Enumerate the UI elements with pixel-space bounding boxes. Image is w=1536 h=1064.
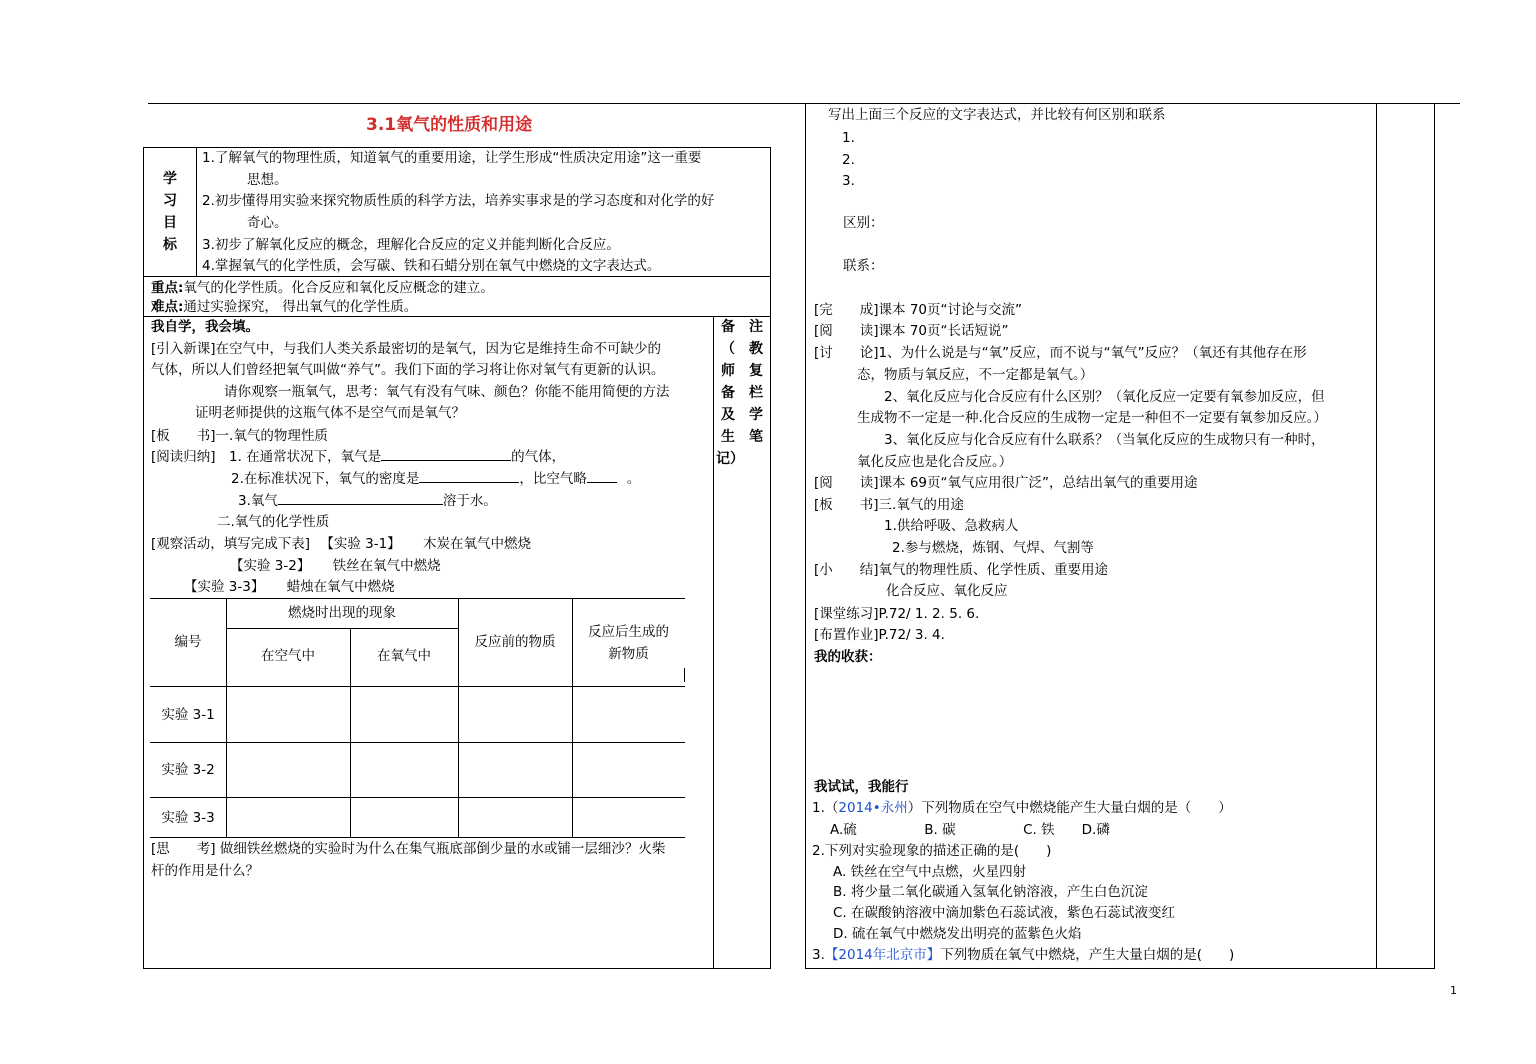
notes-char: 栏 bbox=[749, 385, 763, 401]
objective-line: 3.初步了解氧化反应的概念，理解化合反应的定义并能判断化合反应。 bbox=[202, 237, 620, 253]
objectives-label-char: 学 bbox=[163, 171, 177, 187]
activity-line: 化合反应、氧化反应 bbox=[886, 583, 1008, 599]
activity-line: 2、氧化反应与化合反应有什么区别？（氧化反应一定要有氧参加反应，但 bbox=[884, 389, 1325, 405]
activity-line: 3、氧化反应与化合反应有什么联系？（当氧化反应的生成物只有一种时， bbox=[884, 432, 1325, 448]
objective-line: 思想。 bbox=[247, 172, 288, 188]
table-line bbox=[150, 686, 685, 687]
right-notes-divider bbox=[1376, 103, 1377, 968]
notes-char: 复 bbox=[749, 363, 763, 379]
connection-label: 联系： bbox=[843, 258, 884, 274]
use-item: 2.参与燃烧，炼钢、气焊、气割等 bbox=[892, 540, 1094, 556]
harvest-heading: 我的收获： bbox=[814, 649, 882, 665]
reading-item-2 bbox=[231, 470, 640, 488]
notes-char: 教 bbox=[749, 341, 763, 357]
reading-text: 。 bbox=[626, 471, 641, 487]
think-line: 杆的作用是什么？ bbox=[151, 863, 259, 879]
experiment-text: 木炭在氧气中燃烧 bbox=[422, 536, 531, 552]
objectives-divider bbox=[196, 147, 197, 276]
activity-line: [讨 论]1、为什么说是与“氧”反应，而不说与“氧气”反应？（氧还有其他存在形 bbox=[814, 345, 1307, 361]
reading-item-1 bbox=[229, 448, 565, 466]
reading-text: 2.在标准状况下，氧气的密度是 bbox=[231, 471, 420, 487]
question-source: 2014•永州 bbox=[838, 800, 908, 816]
think-line: [思 考] 做细铁丝燃烧的实验时为什么在集气瓶底部倒少量的水或铺一层细沙？火柴 bbox=[151, 841, 666, 857]
left-box-left bbox=[143, 147, 144, 968]
key-text: 氧气的化学性质。化合反应和氧化反应概念的建立。 bbox=[183, 280, 494, 296]
question-text: 3. bbox=[812, 947, 825, 963]
intro-line: 气体，所以人们曾经把氧气叫做“养气”。我们下面的学习将让你对氧气有更新的认识。 bbox=[151, 362, 665, 378]
question-2: 2.下列对实验现象的描述正确的是( ) bbox=[812, 843, 1052, 859]
notes-char: 及 bbox=[721, 407, 735, 423]
question-2-option: B. 将少量二氧化碳通入氢氧化钠溶液，产生白色沉淀 bbox=[833, 884, 1148, 900]
left-box-bottom bbox=[143, 968, 771, 969]
table-line bbox=[226, 628, 459, 629]
reading-text: 的气体， bbox=[511, 449, 566, 465]
table-line bbox=[226, 598, 227, 837]
table-header-number: 编号 bbox=[174, 634, 202, 650]
question-1-options: A.硫 B. 碳 C. 铁 D.磷 bbox=[830, 822, 1110, 838]
difficulty-text: 通过实验探究， 得出氧气的化学性质。 bbox=[183, 299, 418, 315]
intro-line: 请你观察一瓶氧气，思考：氧气有没有气味、颜色？你能不能用简便的方法 bbox=[224, 384, 670, 400]
reading-text: 3.氧气 bbox=[238, 493, 278, 509]
expression-number: 1. bbox=[842, 130, 855, 146]
reading-text: 溶于水。 bbox=[442, 493, 497, 509]
page-title: 3.1氧气的性质和用途 bbox=[366, 115, 533, 135]
table-header-air: 在空气中 bbox=[261, 648, 315, 664]
board-physical: [板 书]一.氧气的物理性质 bbox=[151, 428, 328, 444]
difference-label: 区别： bbox=[843, 215, 884, 231]
table-row-label: 实验 3-3 bbox=[161, 810, 215, 826]
objective-line: 1.了解氧气的物理性质，知道氧气的重要用途，让学生形成“性质决定用途”这一重要 bbox=[202, 150, 702, 166]
expression-number: 2. bbox=[842, 152, 855, 168]
activity-line: 生成物不一定是一种.化合反应的生成物一定是一种但不一定要有氧参加反应。） bbox=[857, 410, 1328, 426]
table-header-before: 反应前的物质 bbox=[474, 634, 556, 650]
page-number: 1 bbox=[1450, 984, 1457, 997]
experiment-label: 【实验 3-3】 bbox=[184, 579, 265, 595]
expression-prompt: 写出上面三个反应的文字表达式，并比较有何区别和联系 bbox=[828, 107, 1166, 123]
left-box-right bbox=[770, 147, 771, 968]
notes-divider bbox=[713, 316, 714, 968]
question-3 bbox=[812, 946, 1234, 964]
fill-blank[interactable] bbox=[587, 470, 617, 483]
question-text: 下列物质在氧气中燃烧，产生大量白烟的是( ) bbox=[940, 947, 1235, 963]
fill-blank[interactable] bbox=[381, 448, 511, 461]
experiment-label: 【实验 3-1】 bbox=[320, 536, 401, 552]
table-line bbox=[150, 598, 685, 599]
practice-heading: 我试试，我能行 bbox=[814, 779, 909, 795]
experiment-text: 铁丝在氧气中燃烧 bbox=[332, 558, 441, 574]
fill-blank[interactable] bbox=[278, 492, 443, 505]
table-header-after: 新物质 bbox=[608, 646, 649, 662]
fill-blank[interactable] bbox=[419, 470, 519, 483]
table-line bbox=[150, 797, 685, 798]
experiment-label: 【实验 3-2】 bbox=[230, 558, 311, 574]
keypoints-bottom bbox=[143, 316, 771, 317]
experiment-line bbox=[184, 578, 395, 596]
activity-line: [阅 读]课本 69页“氧气应用很广泛”，总结出氧气的重要用途 bbox=[814, 475, 1198, 491]
activity-line: [课堂练习]P.72/ 1. 2. 5. 6. bbox=[814, 606, 980, 622]
notes-char: 注 bbox=[749, 319, 763, 335]
difficulty-label: 难点: bbox=[151, 299, 184, 315]
activity-line: [小 结]氧气的物理性质、化学性质、重要用途 bbox=[814, 562, 1109, 578]
notes-char: 备 bbox=[721, 385, 735, 401]
right-box-bottom bbox=[805, 968, 1435, 969]
experiment-line bbox=[230, 557, 441, 575]
top-rule-left bbox=[148, 103, 805, 104]
table-header-oxygen: 在氧气中 bbox=[377, 648, 431, 664]
question-2-option: A. 铁丝在空气中点燃，火星四射 bbox=[833, 864, 1027, 880]
intro-line: 证明老师提供的这瓶气体不是空气而是氧气？ bbox=[195, 405, 465, 421]
objective-line: 4.掌握氧气的化学性质，会写碳、铁和石蜡分别在氧气中燃烧的文字表达式。 bbox=[202, 258, 661, 274]
table-line bbox=[150, 837, 685, 838]
table-row-label: 实验 3-2 bbox=[161, 762, 215, 778]
experiment-text: 蜡烛在氧气中燃烧 bbox=[286, 579, 395, 595]
reading-text: 1. 在通常状况下，氧气是 bbox=[229, 449, 382, 465]
activity-line: [布置作业]P.72/ 3. 4. bbox=[814, 627, 945, 643]
activity-line: 态，物质与氧反应，不一定都是氧气。） bbox=[857, 367, 1094, 383]
right-box-left bbox=[805, 103, 806, 968]
objective-line: 奇心。 bbox=[247, 215, 288, 231]
objectives-label-char: 目 bbox=[163, 215, 177, 231]
notes-char: 笔 bbox=[749, 429, 763, 445]
table-line bbox=[684, 668, 685, 682]
question-2-option: D. 硫在氧气中燃烧发出明亮的蓝紫色火焰 bbox=[833, 926, 1082, 942]
observation-text: [观察活动，填写完成下表] bbox=[151, 536, 311, 552]
objectives-label-char: 习 bbox=[163, 193, 177, 209]
activity-line: [阅 读]课本 70页“长话短说” bbox=[814, 323, 1009, 339]
notes-char: （ bbox=[721, 341, 735, 357]
question-text: ）下列物质在空气中燃烧能产生大量白烟的是（ ） bbox=[907, 800, 1232, 816]
question-2-option: C. 在碳酸钠溶液中滴加紫色石蕊试液，紫色石蕊试液变红 bbox=[833, 905, 1176, 921]
activity-line: [板 书]三.氧气的用途 bbox=[814, 497, 964, 513]
use-item: 1.供给呼吸、急救病人 bbox=[884, 518, 1019, 534]
difficulty-point bbox=[151, 298, 417, 316]
top-rule-right bbox=[805, 103, 1460, 104]
table-header-phenomena: 燃烧时出现的现象 bbox=[288, 605, 396, 621]
intro-line: [引入新课]在空气中，与我们人类关系最密切的是氧气，因为它是维持生命不可缺少的 bbox=[151, 341, 662, 357]
reading-text: ，比空气略 bbox=[519, 471, 587, 487]
key-label: 重点: bbox=[151, 280, 184, 296]
objective-line: 2.初步懂得用实验来探究物质性质的科学方法，培养实事求是的学习态度和对化学的好 bbox=[202, 193, 715, 209]
self-study-heading: 我自学，我会填。 bbox=[151, 319, 259, 335]
observation-line bbox=[151, 535, 531, 553]
question-1 bbox=[812, 799, 1232, 817]
notes-char: 学 bbox=[749, 407, 763, 423]
objectives-label-char: 标 bbox=[163, 237, 177, 253]
activity-line: 氧化反应也是化合反应。） bbox=[857, 454, 1013, 470]
activity-line: [完 成]课本 70页“讨论与交流” bbox=[814, 302, 1022, 318]
notes-char: 记） bbox=[716, 451, 744, 467]
table-row-label: 实验 3-1 bbox=[161, 707, 215, 723]
reading-item-3 bbox=[238, 492, 497, 510]
key-point bbox=[151, 279, 494, 297]
table-header-after: 反应后生成的 bbox=[588, 624, 669, 640]
board-chemical: 二.氧气的化学性质 bbox=[217, 514, 330, 530]
left-box-top bbox=[143, 147, 771, 148]
question-source: 【2014年北京市】 bbox=[824, 947, 941, 963]
question-text: 1.（ bbox=[812, 800, 839, 816]
reading-label: [阅读归纳] bbox=[151, 449, 216, 465]
expression-number: 3. bbox=[842, 173, 855, 189]
objectives-bottom bbox=[143, 276, 771, 277]
notes-char: 备 bbox=[721, 319, 735, 335]
notes-char: 生 bbox=[721, 429, 735, 445]
right-box-right bbox=[1434, 103, 1435, 968]
table-line bbox=[150, 742, 685, 743]
notes-char: 师 bbox=[721, 363, 735, 379]
